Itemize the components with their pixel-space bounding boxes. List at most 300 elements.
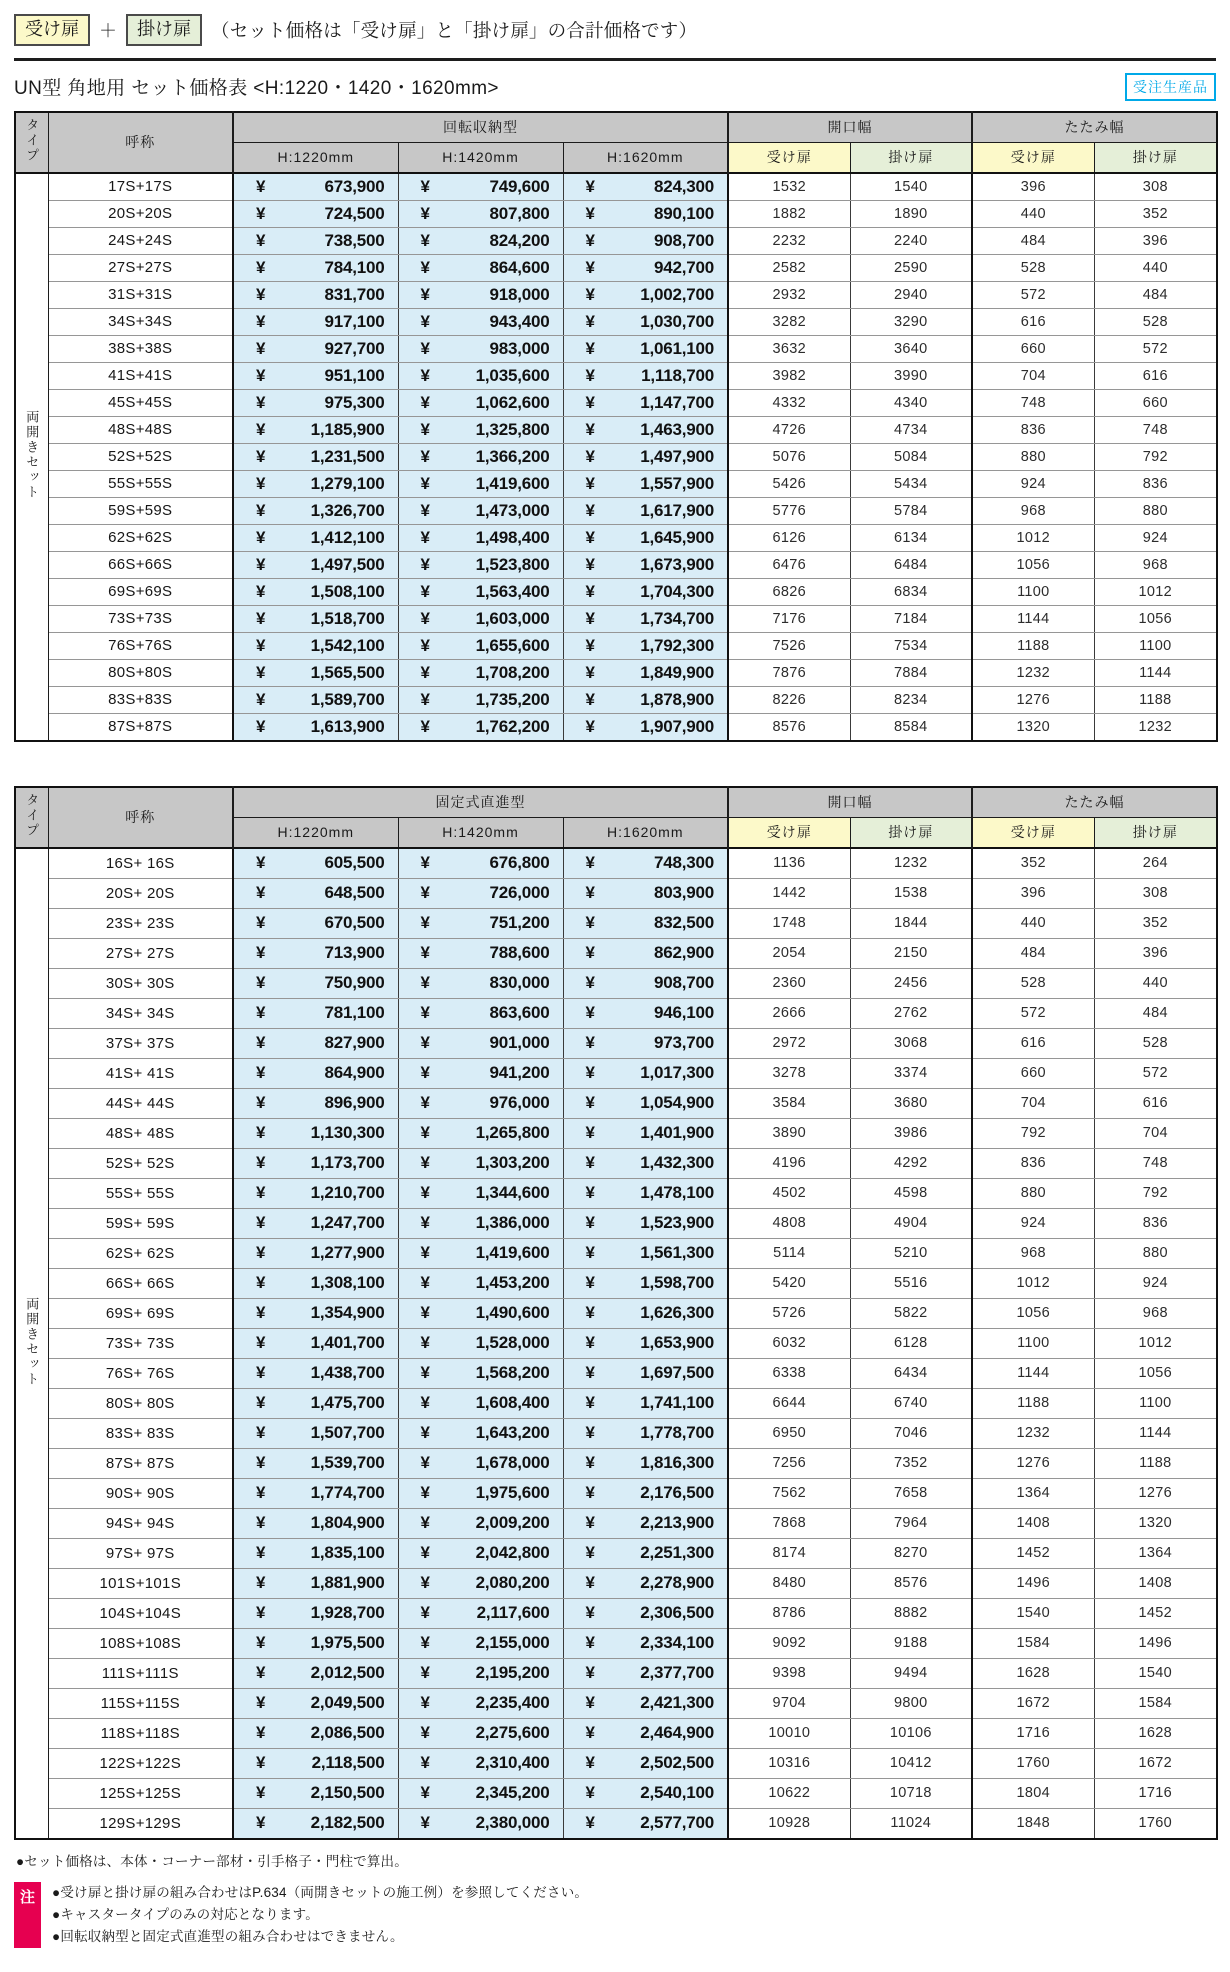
price-amount: 2,155,000 [475, 1633, 550, 1653]
yen-symbol: ¥ [256, 1453, 266, 1473]
yen-symbol: ¥ [256, 1393, 266, 1413]
table-row [15, 389, 1217, 416]
price-cell-h1620 [563, 848, 728, 879]
folding-uke-header: 受け扉 [972, 817, 1094, 848]
opening-uke-cell: 2666 [728, 998, 850, 1028]
yen-symbol: ¥ [420, 635, 430, 655]
yen-symbol: ¥ [585, 1273, 595, 1293]
model-name-cell: 101S+101S [48, 1568, 233, 1598]
yen-symbol: ¥ [256, 1813, 266, 1833]
note-line: ●キャスタータイプのみの対応となります。 [52, 1906, 319, 1922]
price-cell-h1620 [563, 335, 728, 362]
yen-symbol: ¥ [585, 581, 595, 601]
opening-uke-header: 受け扉 [728, 142, 850, 173]
opening-uke-cell: 2232 [728, 227, 850, 254]
yen-symbol: ¥ [256, 1153, 266, 1173]
uke-door-chip: 受け扉 [14, 14, 90, 46]
price-cell-h1420 [398, 1628, 563, 1658]
yen-symbol: ¥ [420, 1513, 430, 1533]
model-name-cell: 87S+ 87S [48, 1448, 233, 1478]
folding-uke-cell: 1364 [972, 1478, 1094, 1508]
price-amount: 1,386,000 [475, 1213, 550, 1233]
folding-kake-cell: 616 [1094, 1088, 1217, 1118]
opening-uke-cell: 4808 [728, 1208, 850, 1238]
folding-uke-cell: 528 [972, 968, 1094, 998]
yen-symbol: ¥ [585, 973, 595, 993]
model-name-cell: 34S+34S [48, 308, 233, 335]
price-amount: 2,213,900 [640, 1513, 715, 1533]
opening-uke-cell: 1532 [728, 173, 850, 201]
set-price-footnote: ●セット価格は、本体・コーナー部材・引手格子・門柱で算出。 [16, 1853, 408, 1869]
price-amount: 784,100 [324, 257, 385, 277]
folding-kake-cell: 968 [1094, 551, 1217, 578]
price-amount: 1,598,700 [640, 1273, 715, 1293]
model-name-cell: 27S+ 27S [48, 938, 233, 968]
folding-uke-cell: 1100 [972, 1328, 1094, 1358]
opening-uke-cell: 10622 [728, 1778, 850, 1808]
table-row [15, 1688, 1217, 1718]
yen-symbol: ¥ [585, 1333, 595, 1353]
price-cell-h1420 [398, 713, 563, 741]
price-amount: 1,478,100 [640, 1183, 715, 1203]
yen-symbol: ¥ [256, 473, 266, 493]
price-cell-h1620 [563, 1478, 728, 1508]
page-title: UN型 角地用 セット価格表 <H:1220・1420・1620mm> [14, 78, 499, 100]
price-amount: 2,086,500 [310, 1723, 385, 1743]
opening-uke-cell: 7176 [728, 605, 850, 632]
folding-kake-cell: 572 [1094, 1058, 1217, 1088]
yen-symbol: ¥ [585, 230, 595, 250]
price-amount: 2,012,500 [310, 1663, 385, 1683]
price-amount: 2,117,600 [476, 1603, 550, 1623]
price-cell-h1220 [233, 1178, 398, 1208]
price-cell-h1220 [233, 1658, 398, 1688]
price-amount: 1,563,400 [475, 581, 550, 601]
yen-symbol: ¥ [256, 973, 266, 993]
note-badge: 注 [14, 1882, 41, 1948]
price-amount: 670,500 [324, 913, 385, 933]
opening-kake-cell: 7884 [850, 659, 972, 686]
yen-symbol: ¥ [420, 473, 430, 493]
price-amount: 1,401,700 [310, 1333, 385, 1353]
price-amount: 2,049,500 [310, 1693, 385, 1713]
opening-kake-cell: 3640 [850, 335, 972, 362]
price-cell-h1420 [398, 551, 563, 578]
opening-uke-cell: 8576 [728, 713, 850, 741]
yen-symbol: ¥ [420, 1633, 430, 1653]
table-row [15, 551, 1217, 578]
price-amount: 1,792,300 [640, 635, 715, 655]
model-name-cell: 73S+73S [48, 605, 233, 632]
price-amount: 1,130,300 [310, 1123, 385, 1143]
table-row [15, 1388, 1217, 1418]
price-cell-h1620 [563, 1208, 728, 1238]
opening-kake-cell: 7184 [850, 605, 972, 632]
yen-symbol: ¥ [256, 1723, 266, 1743]
price-cell-h1220 [233, 173, 398, 201]
price-amount: 605,500 [324, 853, 385, 873]
price-amount: 1,147,700 [640, 392, 715, 412]
yen-symbol: ¥ [256, 1753, 266, 1773]
price-cell-h1220 [233, 254, 398, 281]
yen-symbol: ¥ [420, 1123, 430, 1143]
price-amount: 1,247,700 [310, 1213, 385, 1233]
price-cell-h1220 [233, 551, 398, 578]
model-name-cell: 23S+ 23S [48, 908, 233, 938]
folding-kake-cell: 748 [1094, 416, 1217, 443]
price-amount: 1,497,900 [640, 446, 715, 466]
price-amount: 890,100 [653, 203, 715, 223]
folding-uke-cell: 616 [972, 1028, 1094, 1058]
fixed-straight-price-table [14, 786, 1218, 1840]
opening-uke-cell: 8226 [728, 686, 850, 713]
yen-symbol: ¥ [256, 662, 266, 682]
yen-symbol: ¥ [420, 176, 430, 196]
opening-uke-cell: 6476 [728, 551, 850, 578]
model-name-cell: 20S+ 20S [48, 878, 233, 908]
folding-kake-cell: 1716 [1094, 1778, 1217, 1808]
price-cell-h1620 [563, 1028, 728, 1058]
folding-uke-cell: 1716 [972, 1718, 1094, 1748]
price-cell-h1220 [233, 1718, 398, 1748]
folding-kake-cell: 308 [1094, 878, 1217, 908]
price-cell-h1420 [398, 1058, 563, 1088]
folding-uke-cell: 1144 [972, 605, 1094, 632]
folding-kake-cell: 1760 [1094, 1808, 1217, 1839]
price-cell-h1620 [563, 1178, 728, 1208]
opening-uke-cell: 10316 [728, 1748, 850, 1778]
yen-symbol: ¥ [420, 1723, 430, 1743]
price-amount: 1,653,900 [640, 1333, 715, 1353]
note-line: ●回転収納型と固定式直進型の組み合わせはできません。 [52, 1928, 404, 1944]
price-cell-h1420 [398, 1388, 563, 1418]
price-amount: 1,412,100 [310, 527, 385, 547]
opening-uke-cell: 5420 [728, 1268, 850, 1298]
price-amount: 1,704,300 [640, 581, 715, 601]
folding-kake-cell: 924 [1094, 524, 1217, 551]
price-cell-h1220 [233, 578, 398, 605]
price-amount: 830,000 [489, 973, 550, 993]
yen-symbol: ¥ [585, 1213, 595, 1233]
opening-kake-cell: 8576 [850, 1568, 972, 1598]
price-cell-h1620 [563, 1598, 728, 1628]
yen-symbol: ¥ [585, 1363, 595, 1383]
price-amount: 726,000 [489, 883, 550, 903]
legend-note: （セット価格は「受け扉」と「掛け扉」の合計価格です） [211, 19, 698, 41]
yen-symbol: ¥ [420, 257, 430, 277]
opening-uke-cell: 4332 [728, 389, 850, 416]
yen-symbol: ¥ [585, 1033, 595, 1053]
table-row [15, 1118, 1217, 1148]
model-name-cell: 80S+80S [48, 659, 233, 686]
price-amount: 2,310,400 [475, 1753, 550, 1773]
price-cell-h1420 [398, 659, 563, 686]
yen-symbol: ¥ [585, 716, 595, 736]
price-cell-h1220 [233, 1748, 398, 1778]
folding-uke-cell: 660 [972, 335, 1094, 362]
price-amount: 2,195,200 [475, 1663, 550, 1683]
model-name-cell: 34S+ 34S [48, 998, 233, 1028]
opening-kake-cell: 4734 [850, 416, 972, 443]
folding-kake-cell: 880 [1094, 1238, 1217, 1268]
folding-uke-cell: 968 [972, 1238, 1094, 1268]
price-amount: 1,557,900 [640, 473, 715, 493]
table-row [15, 1058, 1217, 1088]
table-row [15, 1358, 1217, 1388]
model-name-cell: 20S+20S [48, 200, 233, 227]
yen-symbol: ¥ [420, 943, 430, 963]
folding-kake-cell: 1012 [1094, 1328, 1217, 1358]
price-cell-h1620 [563, 227, 728, 254]
yen-symbol: ¥ [256, 853, 266, 873]
folding-uke-cell: 924 [972, 1208, 1094, 1238]
price-cell-h1220 [233, 1268, 398, 1298]
price-cell-h1220 [233, 524, 398, 551]
yen-symbol: ¥ [256, 608, 266, 628]
yen-symbol: ¥ [420, 1813, 430, 1833]
price-cell-h1420 [398, 908, 563, 938]
rotary-storage-price-table [14, 111, 1218, 742]
price-cell-h1420 [398, 200, 563, 227]
folding-kake-cell: 1100 [1094, 1388, 1217, 1418]
price-cell-h1620 [563, 1718, 728, 1748]
height-1220-header: H:1220mm [233, 817, 398, 848]
price-cell-h1220 [233, 1358, 398, 1388]
price-amount: 1,673,900 [640, 554, 715, 574]
price-amount: 1,308,100 [310, 1273, 385, 1293]
price-cell-h1420 [398, 686, 563, 713]
yen-symbol: ¥ [256, 1363, 266, 1383]
price-amount: 1,975,600 [475, 1483, 550, 1503]
price-amount: 901,000 [489, 1033, 550, 1053]
folding-kake-cell: 880 [1094, 497, 1217, 524]
folding-kake-cell: 352 [1094, 200, 1217, 227]
folding-uke-cell: 616 [972, 308, 1094, 335]
table-row [15, 1778, 1217, 1808]
price-amount: 917,100 [324, 311, 385, 331]
note-line: ●受け扉と掛け扉の組み合わせはP.634（両開きセットの施工例）を参照してください。 [52, 1884, 589, 1900]
opening-kake-cell: 2762 [850, 998, 972, 1028]
opening-kake-cell: 1538 [850, 878, 972, 908]
price-cell-h1620 [563, 686, 728, 713]
price-cell-h1420 [398, 1118, 563, 1148]
yen-symbol: ¥ [420, 527, 430, 547]
yen-symbol: ¥ [256, 1423, 266, 1443]
price-amount: 976,000 [489, 1093, 550, 1113]
price-amount: 943,400 [489, 311, 550, 331]
yen-symbol: ¥ [585, 1063, 595, 1083]
yen-symbol: ¥ [585, 1453, 595, 1473]
model-name-cell: 97S+ 97S [48, 1538, 233, 1568]
price-cell-h1620 [563, 1688, 728, 1718]
price-amount: 1,017,300 [640, 1063, 715, 1083]
yen-symbol: ¥ [256, 338, 266, 358]
opening-kake-cell: 3068 [850, 1028, 972, 1058]
yen-symbol: ¥ [420, 883, 430, 903]
yen-symbol: ¥ [420, 1243, 430, 1263]
price-amount: 738,500 [324, 230, 385, 250]
opening-kake-cell: 8584 [850, 713, 972, 741]
price-cell-h1420 [398, 968, 563, 998]
folding-kake-cell: 1144 [1094, 1418, 1217, 1448]
folding-kake-cell: 924 [1094, 1268, 1217, 1298]
price-cell-h1420 [398, 938, 563, 968]
folding-uke-cell: 572 [972, 998, 1094, 1028]
price-amount: 724,500 [324, 203, 385, 223]
yen-symbol: ¥ [420, 500, 430, 520]
price-cell-h1420 [398, 1208, 563, 1238]
price-cell-h1420 [398, 1448, 563, 1478]
price-cell-h1420 [398, 632, 563, 659]
price-amount: 941,200 [489, 1063, 550, 1083]
price-amount: 1,881,900 [310, 1573, 385, 1593]
folding-kake-cell: 440 [1094, 254, 1217, 281]
opening-kake-cell: 7046 [850, 1418, 972, 1448]
yen-symbol: ¥ [256, 1183, 266, 1203]
price-amount: 1,354,900 [310, 1303, 385, 1323]
yen-symbol: ¥ [420, 1303, 430, 1323]
model-name-cell: 55S+ 55S [48, 1178, 233, 1208]
folding-kake-cell: 1056 [1094, 605, 1217, 632]
table-row [15, 1298, 1217, 1328]
price-amount: 1,762,200 [475, 716, 550, 736]
price-cell-h1220 [233, 1478, 398, 1508]
opening-kake-cell: 4598 [850, 1178, 972, 1208]
table-row [15, 1808, 1217, 1839]
yen-symbol: ¥ [585, 1813, 595, 1833]
price-cell-h1420 [398, 1688, 563, 1718]
model-name-cell: 59S+ 59S [48, 1208, 233, 1238]
table-row [15, 1718, 1217, 1748]
price-amount: 751,200 [489, 913, 550, 933]
table-row [15, 578, 1217, 605]
price-cell-h1420 [398, 1658, 563, 1688]
price-amount: 1,678,000 [475, 1453, 550, 1473]
table-row [15, 1538, 1217, 1568]
price-cell-h1420 [398, 1328, 563, 1358]
price-amount: 1,326,700 [310, 500, 385, 520]
price-amount: 2,080,200 [475, 1573, 550, 1593]
folding-uke-cell: 1012 [972, 1268, 1094, 1298]
yen-symbol: ¥ [420, 1423, 430, 1443]
opening-uke-cell: 5076 [728, 443, 850, 470]
table-row [15, 443, 1217, 470]
yen-symbol: ¥ [420, 1753, 430, 1773]
yen-symbol: ¥ [585, 1003, 595, 1023]
table-row [15, 878, 1217, 908]
model-name-cell: 41S+41S [48, 362, 233, 389]
price-amount: 1,928,700 [310, 1603, 385, 1623]
price-cell-h1220 [233, 686, 398, 713]
price-amount: 908,700 [653, 230, 715, 250]
price-amount: 1,303,200 [475, 1153, 550, 1173]
opening-uke-cell: 7876 [728, 659, 850, 686]
yen-symbol: ¥ [585, 527, 595, 547]
yen-symbol: ¥ [256, 581, 266, 601]
yen-symbol: ¥ [420, 392, 430, 412]
model-name-cell: 122S+122S [48, 1748, 233, 1778]
folding-uke-cell: 924 [972, 470, 1094, 497]
price-cell-h1220 [233, 998, 398, 1028]
yen-symbol: ¥ [585, 1153, 595, 1173]
opening-kake-cell: 9188 [850, 1628, 972, 1658]
price-cell-h1420 [398, 1298, 563, 1328]
yen-symbol: ¥ [256, 1033, 266, 1053]
yen-symbol: ¥ [585, 662, 595, 682]
price-amount: 1,344,600 [475, 1183, 550, 1203]
folding-uke-cell: 1232 [972, 659, 1094, 686]
opening-kake-cell: 9494 [850, 1658, 972, 1688]
opening-uke-cell: 1136 [728, 848, 850, 879]
model-name-cell: 76S+ 76S [48, 1358, 233, 1388]
opening-kake-cell: 10412 [850, 1748, 972, 1778]
price-cell-h1420 [398, 1598, 563, 1628]
price-amount: 2,235,400 [475, 1693, 550, 1713]
table-row [15, 1028, 1217, 1058]
price-amount: 2,540,100 [640, 1783, 715, 1803]
folding-kake-cell: 396 [1094, 227, 1217, 254]
yen-symbol: ¥ [585, 1243, 595, 1263]
model-name-cell: 44S+ 44S [48, 1088, 233, 1118]
price-amount: 1,975,500 [310, 1633, 385, 1653]
yen-symbol: ¥ [256, 943, 266, 963]
yen-symbol: ¥ [420, 1273, 430, 1293]
opening-uke-cell: 2932 [728, 281, 850, 308]
price-cell-h1620 [563, 1778, 728, 1808]
yen-symbol: ¥ [585, 1603, 595, 1623]
model-name-cell: 94S+ 94S [48, 1508, 233, 1538]
yen-symbol: ¥ [585, 913, 595, 933]
yen-symbol: ¥ [420, 1183, 430, 1203]
model-name-cell: 115S+115S [48, 1688, 233, 1718]
yen-symbol: ¥ [420, 554, 430, 574]
opening-uke-cell: 4502 [728, 1178, 850, 1208]
opening-uke-cell: 5726 [728, 1298, 850, 1328]
yen-symbol: ¥ [585, 1783, 595, 1803]
yen-symbol: ¥ [420, 716, 430, 736]
yen-symbol: ¥ [585, 554, 595, 574]
price-amount: 1,523,900 [640, 1213, 715, 1233]
price-amount: 1,735,200 [475, 689, 550, 709]
price-cell-h1420 [398, 443, 563, 470]
folding-kake-cell: 572 [1094, 335, 1217, 362]
price-cell-h1220 [233, 1808, 398, 1839]
folding-uke-cell: 660 [972, 1058, 1094, 1088]
model-name-cell: 104S+104S [48, 1598, 233, 1628]
price-amount: 973,700 [653, 1033, 715, 1053]
price-amount: 832,500 [653, 913, 715, 933]
legend [14, 14, 1216, 46]
kake-door-chip: 掛け扉 [126, 14, 202, 46]
folding-kake-cell: 1320 [1094, 1508, 1217, 1538]
opening-kake-cell: 2456 [850, 968, 972, 998]
yen-symbol: ¥ [256, 500, 266, 520]
price-cell-h1220 [233, 200, 398, 227]
folding-uke-cell: 484 [972, 938, 1094, 968]
yen-symbol: ¥ [420, 1333, 430, 1353]
price-amount: 807,800 [489, 203, 550, 223]
yen-symbol: ¥ [256, 1663, 266, 1683]
price-amount: 1,626,300 [640, 1303, 715, 1323]
yen-symbol: ¥ [256, 365, 266, 385]
folding-kake-cell: 1540 [1094, 1658, 1217, 1688]
yen-symbol: ¥ [256, 1303, 266, 1323]
price-cell-h1220 [233, 878, 398, 908]
model-name-cell: 111S+111S [48, 1658, 233, 1688]
model-name-cell: 37S+ 37S [48, 1028, 233, 1058]
price-amount: 1,366,200 [475, 446, 550, 466]
yen-symbol: ¥ [420, 662, 430, 682]
